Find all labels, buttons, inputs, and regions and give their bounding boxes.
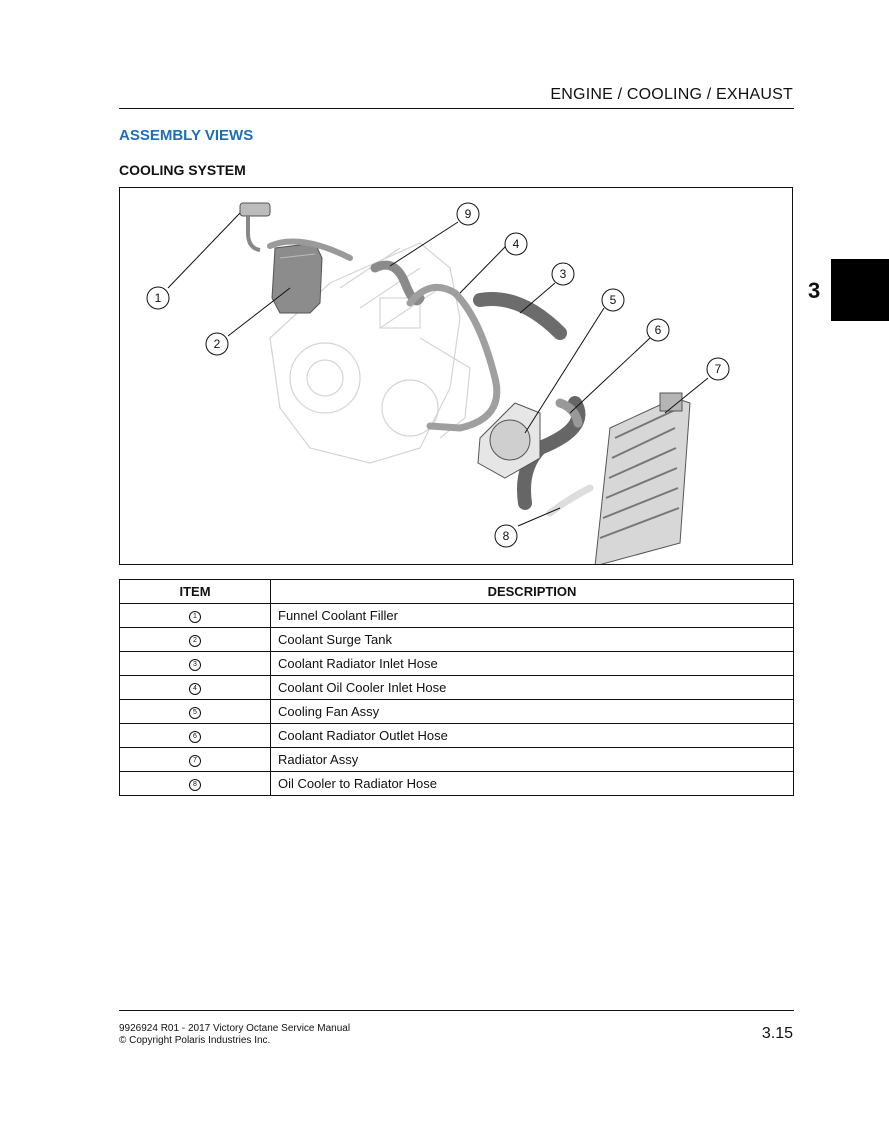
callout-label-5: 5 (609, 293, 617, 307)
item-description: Oil Cooler to Radiator Hose (271, 772, 794, 796)
footer-manual-title: 9926924 R01 - 2017 Victory Octane Service Manual (119, 1023, 351, 1034)
parts-table (119, 579, 794, 796)
item-description: Funnel Coolant Filler (271, 604, 794, 628)
footer-rule (119, 1010, 794, 1011)
item-number: 5 (189, 707, 201, 719)
item-number: 2 (189, 635, 201, 647)
table-row (120, 772, 794, 796)
cooling-system-figure (119, 187, 793, 565)
table-row (120, 724, 794, 748)
callout-label-7: 7 (714, 362, 722, 376)
item-number: 1 (189, 611, 201, 623)
page-number: 3.15 (761, 1025, 793, 1042)
table-row (120, 700, 794, 724)
footer-info (119, 1023, 350, 1047)
column-header-item: ITEM (120, 580, 271, 604)
table-row (120, 676, 794, 700)
callout-label-6: 6 (654, 323, 662, 337)
table-header-row (120, 580, 794, 604)
item-description: Coolant Surge Tank (271, 628, 794, 652)
item-description: Cooling Fan Assy (271, 700, 794, 724)
surge-tank-drawing (272, 243, 322, 313)
callout-label-8: 8 (502, 529, 510, 543)
callout-label-4: 4 (512, 237, 520, 251)
item-number: 7 (189, 755, 201, 767)
page-header-title: ENGINE / COOLING / EXHAUST (550, 86, 793, 103)
item-description: Coolant Radiator Outlet Hose (271, 724, 794, 748)
footer-copyright: © Copyright Polaris Industries Inc. (119, 1035, 271, 1046)
item-number: 4 (189, 683, 201, 695)
chapter-number: 3 (808, 278, 821, 303)
callout-label-9: 9 (464, 207, 472, 221)
header-rule (119, 108, 794, 109)
table-row (120, 604, 794, 628)
item-description: Coolant Oil Cooler Inlet Hose (271, 676, 794, 700)
item-description: Radiator Assy (271, 748, 794, 772)
table-row (120, 652, 794, 676)
subsection-title: COOLING SYSTEM (119, 162, 246, 178)
chapter-tab (831, 259, 889, 321)
section-title: ASSEMBLY VIEWS (119, 127, 254, 144)
item-number: 6 (189, 731, 201, 743)
item-number: 3 (189, 659, 201, 671)
item-description: Coolant Radiator Inlet Hose (271, 652, 794, 676)
column-header-description: DESCRIPTION (271, 580, 794, 604)
item-number: 8 (189, 779, 201, 791)
table-row (120, 628, 794, 652)
radiator-drawing (595, 393, 690, 565)
table-row (120, 748, 794, 772)
callout-label-2: 2 (213, 337, 221, 351)
exploded-view-illustration (120, 188, 793, 565)
funnel-filler-drawing (240, 203, 270, 250)
callout-label-3: 3 (559, 267, 567, 281)
callout-label-1: 1 (154, 291, 162, 305)
